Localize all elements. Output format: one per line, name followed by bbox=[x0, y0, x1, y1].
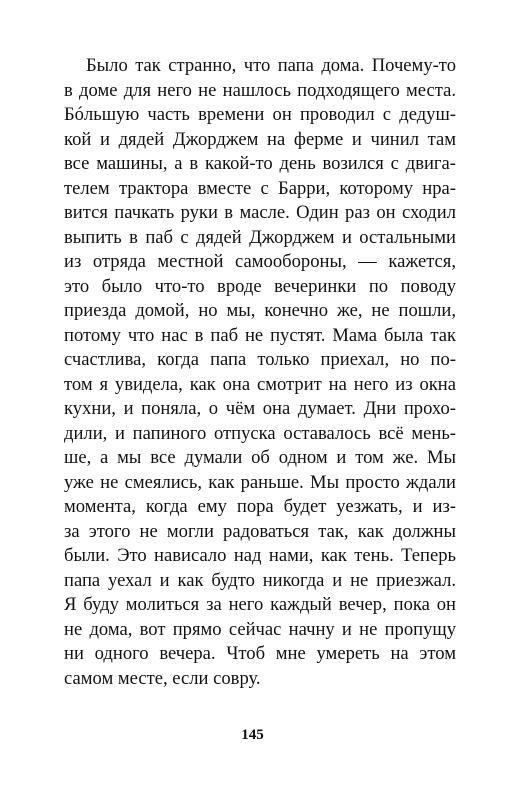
text-line: дили, и папиного отпуска оставалось всё мень- bbox=[64, 422, 456, 444]
text-line: кухни, и поняла, о чём она думает. Дни прохо- bbox=[64, 398, 456, 419]
page-number: 145 bbox=[241, 727, 264, 743]
text-line: Бóльшую часть времени он проводил с дедуш- bbox=[64, 104, 456, 125]
text-line: приезда домой, но мы, конечно же, не пошли, bbox=[64, 300, 456, 321]
text-line: Было так странно, что папа дома. Почему-то bbox=[86, 55, 456, 76]
body-text bbox=[64, 54, 456, 691]
text-line: ше, а мы все думали об одном и том же. Мы bbox=[64, 447, 456, 468]
text-line: потому что нас в паб не пустят. Мама была так bbox=[64, 324, 456, 346]
text-line: папа уехал и как будто никогда и не приезжал. bbox=[64, 569, 456, 591]
text-line: самом месте, если совру. bbox=[64, 667, 261, 689]
text-line: за этого не могли радоваться так, как должны bbox=[64, 520, 456, 542]
text-line: выпить в паб с дядей Джорджем и остальными bbox=[64, 226, 456, 248]
text-line: из отряда местной самообороны, — кажется, bbox=[64, 251, 456, 272]
text-line: все машины, а в какой-то день возился с двига- bbox=[64, 153, 456, 174]
text-line: были. Это нависало над нами, как тень. Теперь bbox=[64, 545, 456, 566]
text-line: вится пачкать руки в масле. Один раз он сходил bbox=[64, 202, 456, 223]
text-line: ни одного вечера. Чтоб мне умереть на этом bbox=[64, 643, 456, 664]
text-line: телем трактора вместе с Барри, которому нра- bbox=[64, 177, 456, 199]
text-line: в доме для него не нашлось подходящего места. bbox=[64, 79, 456, 101]
text-line: Я буду молиться за него каждый вечер, пока он bbox=[64, 594, 456, 615]
text-line: это было что-то вроде вечеринки по поводу bbox=[64, 275, 456, 297]
text-line: счастлива, когда папа только приехал, но по- bbox=[64, 349, 456, 370]
text-line: том я увидела, как она смотрит на него из окна bbox=[64, 373, 456, 395]
text-line: не дома, вот прямо сейчас начну и не пропущу bbox=[64, 618, 456, 640]
text-line: уже не смеялись, как раньше. Мы просто ждали bbox=[64, 471, 456, 493]
text-line: момента, когда ему пора будет уезжать, и из- bbox=[64, 496, 456, 517]
text-line: кой и дядей Джорджем на ферме и чинил там bbox=[64, 128, 456, 150]
